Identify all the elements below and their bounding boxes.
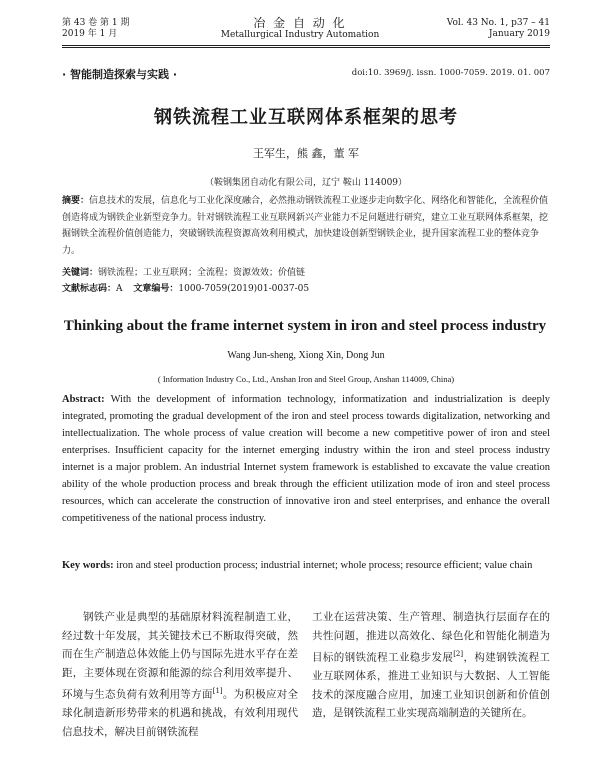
article-number-label: 文章编号： bbox=[133, 284, 179, 294]
body-right-text: 工业在运营决策、生产管理、制造执行层面存在的共性问题，推进以高效化、绿色化和智能化制造为目标的钢铁流程工业稳步发展 bbox=[312, 611, 550, 664]
keywords-cn bbox=[62, 265, 550, 281]
abstract-en-label: Abstract: bbox=[62, 394, 105, 405]
date-cn: 2019 年 1 月 bbox=[62, 29, 118, 39]
abstract-cn bbox=[62, 193, 550, 259]
abstract-cn-label: 摘要： bbox=[62, 196, 90, 206]
volume-issue-cn: 第 43 卷 第 1 期 bbox=[62, 18, 130, 28]
keywords-en-text: iron and steel production process; industrial internet; whole process; resource efficient; value chain bbox=[113, 560, 533, 571]
date-en: January 2019 bbox=[488, 29, 550, 39]
citation-1: [1] bbox=[212, 687, 223, 695]
doc-code-value: A bbox=[116, 284, 123, 294]
title-en: Thinking about the frame internet system in iron and steel process industry bbox=[63, 318, 547, 334]
authors-en: Wang Jun-sheng, Xiong Xin, Dong Jun bbox=[227, 350, 385, 361]
keywords-cn-label: 关键词： bbox=[62, 268, 99, 278]
body-left-text: 钢铁产业是典型的基础原材料流程制造工业，经过数十年发展，其关键技术已不断取得突破，然而在生产制造总体效能上仍与国际先进水平存在差距，主要体现在资源和能源的综合利用效率提升、环境与生态负荷有效利用等方面 bbox=[62, 611, 298, 701]
doc-code-label: 文献标志码： bbox=[62, 284, 117, 294]
body-left-tail: 。为积极应对全球化制造新形势带来的机遇和挑战，有效利用现代信息技术，解决目前钢铁流程 bbox=[62, 688, 298, 738]
header-divider-double bbox=[62, 47, 550, 48]
abstract-cn-text: 信息技术的发展，信息化与工业化深度融合，必然推动钢铁流程工业逐步走向数字化、网络化和智能化，全流程价值创造将成为钢铁企业新型竞争力。针对钢铁流程工业互联网新兴产业能力不足问题进行研究，建立工业互联网体系框架，挖掘钢铁全流程价值创造能力，突破钢铁流程资源高效利用模式，加快建设创新型钢铁企业，提升国家流程工业的整体竞争力。 bbox=[62, 196, 549, 256]
volume-issue-en: Vol. 43 No. 1, p37 – 41 bbox=[446, 18, 550, 28]
authors-cn: 王军生，熊 鑫，董 军 bbox=[253, 147, 359, 160]
header-left bbox=[62, 18, 182, 40]
header-center bbox=[200, 16, 400, 41]
header-right bbox=[400, 18, 550, 40]
body-right-column bbox=[312, 608, 550, 723]
body-left-column bbox=[62, 608, 298, 741]
doi: doi:10. 3969/j. issn. 1000-7059. 2019. 01. 007 bbox=[351, 68, 550, 78]
keywords-en-label: Key words: bbox=[62, 560, 114, 571]
column-tag: · 智能制造探索与实践 · bbox=[62, 68, 178, 81]
affiliation-en: ( Information Industry Co., Ltd., Anshan Iron and Steel Group, Anshan 114009, China) bbox=[157, 374, 455, 384]
abstract-en-text: With the development of information technology, informatization and industrialization is deeply integrated, promoting the gradual development of the iron and steel process towards digitalization, networking and intellectualization. The whole process of value creation will become a new competitive power of iron and steel enterprises. Insufficient capacity for the internet emerging industry within the iron and steel process industry internet is a major problem. An industrial Internet system framework is established to excavate the value creation ability of the whole production process and break through the efficient utilization mode of iron and steel process resources, which can accelerate the construction of innovative iron and steel enterprises, and enhance the overall competitiveness of the national process industry. bbox=[62, 394, 550, 524]
body-right-tail: ，构建钢铁流程工业互联网体系，推进工业知识与大数据、人工智能技术的深度融合应用，加速工业知识创新和价值创造，是钢铁流程工业实现高端制造的关键所在。 bbox=[312, 651, 551, 719]
keywords-en bbox=[62, 557, 550, 574]
header-divider bbox=[62, 45, 550, 46]
classification-cn bbox=[62, 281, 550, 297]
title-cn: 钢铁流程工业互联网体系框架的思考 bbox=[154, 107, 458, 128]
citation-2: [2] bbox=[453, 650, 464, 658]
article-number-value: 1000-7059(2019)01-0037-05 bbox=[178, 284, 310, 294]
journal-title-cn: 冶 金 自 动 化 bbox=[253, 16, 347, 30]
keywords-cn-text: 钢铁流程；工业互联网；全流程；资源效效；价值链 bbox=[98, 268, 306, 278]
affiliation-cn: （鞍钢集团自动化有限公司，辽宁 鞍山 114009） bbox=[204, 178, 408, 188]
journal-title-en: Metallurgical Industry Automation bbox=[220, 30, 380, 40]
abstract-en bbox=[62, 391, 550, 527]
